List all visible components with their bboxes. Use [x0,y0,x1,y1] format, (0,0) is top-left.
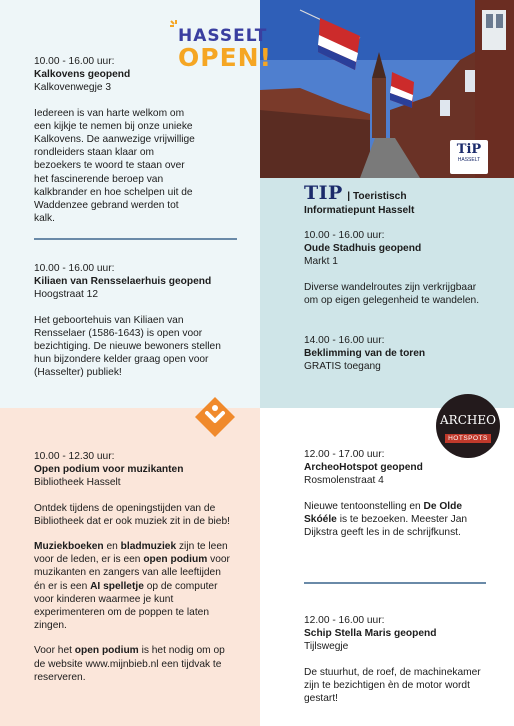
bold-text: open podium [143,554,208,566]
event-address: Markt 1 [304,256,338,268]
tip-subtitle-line2: Informatiepunt Hasselt [304,205,415,216]
text: op de computer voor kinderen waarmee je kunt experimenteren om de poppen te laten zingen. [34,580,218,632]
bold-text: bladmuziek [120,541,177,553]
event-time: 10.00 - 12.30 uur: [34,451,115,462]
event-time: 10.00 - 16.00 uur: [34,263,115,274]
event-address: GRATIS toegang [304,361,381,373]
event-title: Kalkovens geopend [34,69,131,81]
text: en [103,541,121,553]
text: Voor het [34,645,75,657]
bold-text: De Olde Skóéle [304,500,462,525]
event-time: 14.00 - 16.00 uur: [304,335,385,346]
logo-line1: HASSELT [178,26,268,46]
event-title: Beklimming van de toren [304,348,426,360]
text: zijn te leen voor de leden, er is een [34,541,228,566]
event-address: Bibliotheek Hasselt [34,477,121,489]
library-logo-icon [193,395,237,439]
event-time: 12.00 - 16.00 uur: [304,615,385,626]
event-description: Iedereen is van harte welkom om een kijkje te nemen bij onze unieke Kalkovens. De aanwezige vrijwillige rondleiders staan klaar om bezoekers te woord te staan over het fascinerende beroep van kalkbrander en hoe schelpen uit de Waddenzee gebrand werden tot kalk. [34,107,195,225]
text: is het nodig om op de website www.mijnbieb.nl een tijdvak te reserveren. [34,645,225,683]
tip-header [304,182,414,217]
event-description-3 [34,644,230,684]
event-kiliaen [34,262,234,380]
event-address: Tijlswegje [304,641,349,653]
bold-text: Muziekboeken [34,541,104,553]
event-stadhuis [304,229,484,307]
text: is te bezoeken. Meester Jan Dijkstra geeft les in de schrijfkunst. [304,513,468,539]
event-toren [304,334,484,374]
tip-title: TIP [304,182,343,204]
divider [34,238,237,240]
logo-line2: OPEN! [178,43,272,72]
bold-text: open podium [74,645,139,657]
tip-badge-sub: HASSELT [457,157,481,163]
archeo-badge-line2: HOTSPOTS [445,434,491,443]
event-title: ArcheoHotspot geopend [304,462,423,474]
event-address: Kalkovenwegje 3 [34,82,112,94]
event-description: Het geboortehuis van Kiliaen van Rensselaer (1586-1643) is open voor bezichtiging. De nieuwe bewoners stellen hun bijzondere kelder graag open voor (Hasselter) publiek! [34,314,221,379]
event-time: 10.00 - 16.00 uur: [34,56,115,67]
event-description-2 [34,540,230,632]
event-time: 10.00 - 16.00 uur: [304,230,385,241]
text: voor muzikanten en zangers van alle leeftijden én er is een [34,554,230,592]
spark-icon [168,18,184,34]
event-address: Hoogstraat 12 [34,289,98,301]
event-description: Diverse wandelroutes zijn verkrijgbaar om op eigen gelegenheid te wandelen. [304,281,480,306]
event-description [304,500,489,540]
event-title: Kiliaen van Rensselaerhuis geopend [34,276,212,288]
event-podium [34,450,230,684]
event-stella-maris [304,614,484,705]
tip-logo-badge [450,140,488,174]
archeo-badge-line1: ARCHEO [440,413,496,427]
event-title: Schip Stella Maris geopend [304,628,437,640]
bold-text: AI spelletje [90,580,144,592]
event-title: Oude Stadhuis geopend [304,243,422,255]
event-description: De stuurhut, de roef, de machinekamer zijn te bezichtigen èn de motor wordt gestart! [304,666,481,705]
event-time: 12.00 - 17.00 uur: [304,449,385,460]
event-description-1: Ontdek tijdens de openingstijden van de Bibliotheek dat er ook muziek zit in de bieb! [34,502,230,527]
event-title: Open podium voor muzikanten [34,464,184,476]
divider [304,582,486,584]
text: Nieuwe tentoonstelling en [304,500,424,512]
tip-subtitle-line1: | Toeristisch [347,191,407,202]
tip-badge-letters: TiP [456,142,482,157]
event-address: Rosmolenstraat 4 [304,475,384,487]
event-archeo [304,448,489,539]
event-kalkovens [34,55,199,225]
